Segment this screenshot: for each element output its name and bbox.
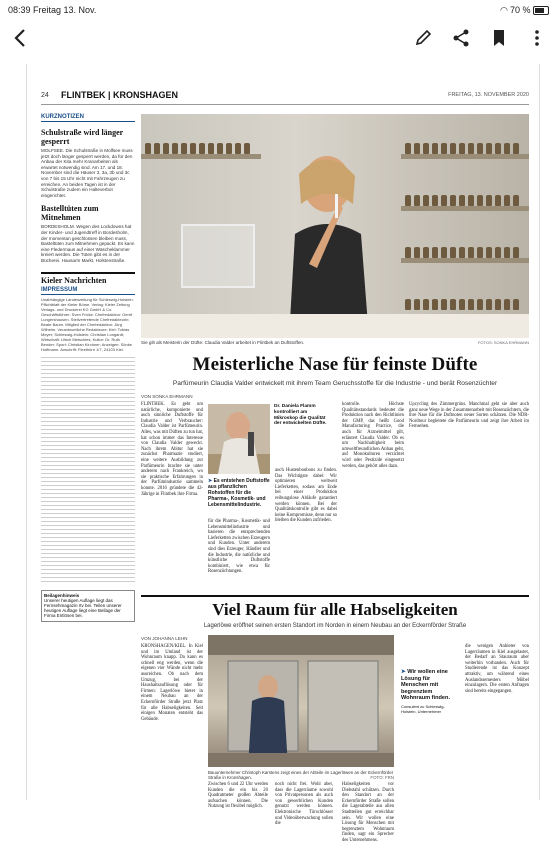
article-column: kontrolle. Höchste Qualitätsstandards bedeutet die Produktion nach den Richtlinien der GMP, das heißt Good Manufacturing Practice, die auch für Arzneimittel gilt, erläutert Claudia Valder. Ob es um Nachhaltigkeit beim umweltfreundlichen Anbau geht, auf Monokulturen verzichtet wird oder Pestizide eingesetzt werden, das gehört alles dazu.	[342, 402, 404, 469]
article-byline: VON SONKA EHRMANN	[141, 394, 193, 399]
perfumer-figure	[269, 144, 379, 338]
reader-toolbar	[0, 22, 559, 64]
storage-unit-figure	[208, 635, 394, 767]
pen-icon[interactable]	[409, 28, 437, 56]
page-header	[27, 90, 539, 104]
article-column-2: Zwischen 6 und 22 Uhr werden Kunden die ein bis 20 Quadratmeter großen Abteile aufsuchen können. Die Nutzung ist flexibel möglich.	[208, 782, 268, 810]
shelf	[401, 206, 529, 211]
more-icon[interactable]	[523, 28, 551, 56]
article-headline-2[interactable]: Viel Raum für alle Habseligkeiten	[212, 600, 458, 619]
pull-quote-text: Wir wollen eine Lösung für Menschen mit begrenztem Wohnraum finden.	[401, 669, 450, 702]
article-subheadline: Parfümeurin Claudia Valder entwickelt mit ihrem Team Geruchsstoffe für die Industrie - und berät Rosenzüchter	[172, 380, 498, 387]
inset-caption: Dr. Daniela Flamm kontrolliert am Mikroskop die Qualität der entwickelten Düfte.	[274, 404, 327, 427]
lab-scale	[181, 224, 255, 288]
note-text: MOLFSEE. Die Schulstraße in Molfsee muss jetzt doch länger gesperrt werden, da für den Anbau der Kita mehr Kranarbeiten als erwartet notwendig sind. Am 17. und 18. November sind die Häuser 3, 3a, 3b und 3c von 7 bis 15 Uhr nicht mit Fahrzeugen zu erreichen. An beiden Tagen ist in der Schulstraße zudem ein Halteverbot eingerichtet.	[41, 148, 133, 198]
photo-caption	[141, 340, 529, 345]
bottle-row	[405, 195, 519, 206]
article-subheadline-2: Lagerlöwe eröffnet seinen ersten Standort im Norden in einem Neubau an der Eckernförder Straße	[203, 623, 467, 629]
page-number: 24	[41, 92, 49, 99]
impressum-text: Unabhängige Landeszeitung für Schleswig-Holstein. Pflichtblatt der Kieler Börse. Verlag: Kieler Zeitung Verlags- und Druckerei KG GmbH & Co. Geschäftsführer: Sven Fricke. Chefredaktion: Gerrit Lungershausen. Stellvertretende Chefredakteurin: Beate Baum. Mitglied der Chefredaktion: Jörg Wilhelm. Verantwortliche Redakteure: Kiel: Tobias Meyer; Schleswig-Holstein: Christian Longardt; Wirtschaft: Ulrich Metschies; Kultur: Dr. Ruth Bender; Sport: Christian Kirchner; Anzeigen: Sönke Hoffmann. Anschrift: Fleethörn 1/7, 24103 Kiel.	[41, 296, 134, 352]
article-column: auch Hustenbonbons zu finden. Das Wichtigste dabei: Wir optimieren weltweit Lieferketten, sodass am Ende bei einer Produktion reibungslose Abläufe garantiert werden können. Bei der Qualitätskontrolle gibt es dabei keine Kompromisse, denn nur so bleiben die Kunden zufrieden.	[275, 468, 337, 524]
battery-icon	[533, 6, 549, 15]
article-column: FLINTBEK. Es geht um natürliche, komponierte und auch sinnliche Duftstoffe für Industrie und Verbraucher: Claudia Valder ist Parfümeurin. Alles, was mit Düften zu tun hat, hat schon immer das Interesse von Claudia Valder geweckt. Nach ihrem Abitur hat sie zunächst Pharmazie studiert, eine weitere Ausbildung zur Parfümeurin brachte sie unter anderem nach Frankreich, wo sie praktische Erfahrungen in der Parfümindustrie sammeln konnte. 2016 gründete die 42-Jährige in Flintbek ihre Firma.	[141, 402, 203, 497]
battery-indicator	[500, 5, 549, 16]
arrow-right-icon: ➤	[401, 669, 408, 675]
battery-level: 70 %	[509, 5, 531, 15]
header-divider	[41, 104, 529, 105]
shelf	[141, 154, 261, 159]
lab-counter	[141, 314, 529, 338]
impressum-label: IMPRESSUM	[41, 287, 135, 295]
bottle-row	[145, 143, 250, 154]
chevron-left-icon[interactable]	[6, 28, 34, 56]
article-photo-perfumer[interactable]	[141, 114, 529, 338]
beilagenhinweis-box	[41, 590, 135, 622]
article-column-2: Habseligkeiten vor Diebstahl schützen. Durch den Standort an der Eckernförder Straße sollen die Lagerabteile aus allen Stadtteilen gut erreichbar sein. Wir wollen eine Lösung für Menschen mit begrenztem Wohnraum finden, sagt ein Sprecher des Unternehmens.	[342, 782, 394, 843]
article-divider	[141, 595, 529, 597]
shelf	[401, 258, 529, 263]
newspaper-page[interactable]	[26, 64, 540, 843]
bottle-row	[405, 247, 519, 258]
bookmark-icon[interactable]	[485, 28, 513, 56]
bottle-row	[405, 299, 519, 310]
article-column-2: KRONSHAGEN/KIEL. In Kiel und im Umland ist der Wohnraum knapp. Da kann es schnell eng werden, wenn die eigenen vier Wände nicht mehr ausreichen. Ob nach dem Umzug, bei der Haushaltsauflösung oder für Firmen: Lagerlöwe bietet in einem Neubau an der Eckernförder Straße jetzt Platz für alle Habseligkeiten. Seit einigen Monaten entsteht das Gebäude.	[141, 644, 203, 722]
article-headline[interactable]: Meisterliche Nase für feinste Düfte	[192, 354, 478, 375]
note-title[interactable]: Schulstraße wird länger gesperrt	[41, 128, 124, 146]
article-column-2: die wenigen Anbieter von Lagerräumen in Kiel ausgelastet, der Bedarf an Stauraum aber weiterhin vorhanden. Auch für Studierende ist das Konzept attraktiv, um während eines Auslandssemesters Möbel einzulagern. Die ersten Anfragen sind bereits eingegangen.	[465, 644, 529, 694]
pull-quote	[208, 478, 270, 508]
note-text: BORDESHOLM. Wegen des Lockdowns hat der Kinder- und Jugendtreff in Bordesholm, der momentan geschlossen bleiben muss, Basteltüten zum Mitnehmen gepackt. Es kann eine Fledermaus auf einer Wäscheklammer kreiert werden. Die Tüten gibt es in der Bücherei. Hausarm Markt, Holstenstraße.	[41, 224, 135, 263]
pull-quote-text: Es entstehen Duftstoffe aus pflanzlichen Rohstoffen für die Pharma-, Kosmetik- und Lebensmittelindustrie.	[208, 478, 270, 508]
article-photo-storage[interactable]	[208, 635, 394, 767]
kurznotizen-label: KURZNOTIZEN	[41, 114, 135, 122]
wifi-icon: ◜◝	[500, 5, 510, 15]
inset-photo-microscope[interactable]	[208, 404, 270, 474]
share-icon[interactable]	[447, 28, 475, 56]
note-title[interactable]: Bastelltüten zum Mitnehmen	[41, 204, 99, 223]
beilagenhinweis-title: Beilagenhinweis	[44, 592, 80, 598]
article-column: für die Pharma-, Kosmetik- und Lebensmittelindustrie und basieren die entsprechenden Lieferketten zwischen Erzeugern und Kunden. Unter anderem sind dies Erzeuger, Händler und die Industrie, die natürliche und künstliche Duftstoffe kombiniert, wie etwa für Rosenzüchtungen.	[208, 519, 270, 575]
status-time: 08:39 Freitag 13. Nov.	[8, 5, 97, 15]
photo-caption-2	[208, 770, 394, 780]
caption-text: Bauunternehmer Christoph Karstens zeigt eines der Abteile im Lagerlöwen an der Eckernförder Straße in Kronshagen.	[208, 770, 394, 780]
photo-credit: FOTO: FRN	[370, 775, 394, 780]
status-bar	[0, 0, 559, 22]
article-column: Upcycling des Zimmergrüns. Manchmal geht sie aber auch ganz neue Wege in der Zusammenarbeit mit Rosenzüchtern, die ihre Nase für die Duftnoten neuer Sorten schätzen. Die NDR-Nordtour begleitete die Parfümeurin und zeigt ihre Arbeit im Fernsehen.	[409, 402, 529, 430]
caption-text: Sie gilt als Meisterin der Düfte: Claudia Valder arbeitet in Flintbek an Duftstoffen.	[141, 340, 305, 345]
publisher-logo: Kieler Nachrichten	[41, 272, 135, 285]
article-byline-2: VON JOHANNA LEHN	[141, 636, 188, 641]
shelf	[401, 154, 529, 159]
photo-credit: FOTOS: SONKA EHRMANN	[477, 340, 529, 345]
impressum-text-filler	[41, 354, 135, 584]
section-title: FLINTBEK | KRONSHAGEN	[61, 90, 179, 100]
pull-quote-2	[401, 669, 459, 714]
sidebar	[41, 114, 135, 784]
bottle-row	[405, 143, 519, 154]
pull-quote-attribution: Consulent zu Schleswig-Holstein, Unternehmer	[401, 703, 445, 714]
microscope-figure	[208, 404, 270, 474]
beilagenhinweis-text: Unserer heutigen Auflage liegt das Fernsehmagazin rtv bei. Teilen unserer heutigen Auflage liegt eine Beilage der Firma Entlösen bei.	[44, 597, 122, 619]
article-column-2: noch nicht frei. Wohl aber, dass die Lagerräume sowohl von Privatpersonen als auch von gewerblichen Kunden genutzt werden können. Elektronische Türschlösser und Videoüberwachung sollen die	[275, 782, 333, 827]
arrow-right-icon: ➤	[208, 478, 214, 484]
issue-date: FREITAG, 13. NOVEMBER 2020	[448, 92, 529, 98]
